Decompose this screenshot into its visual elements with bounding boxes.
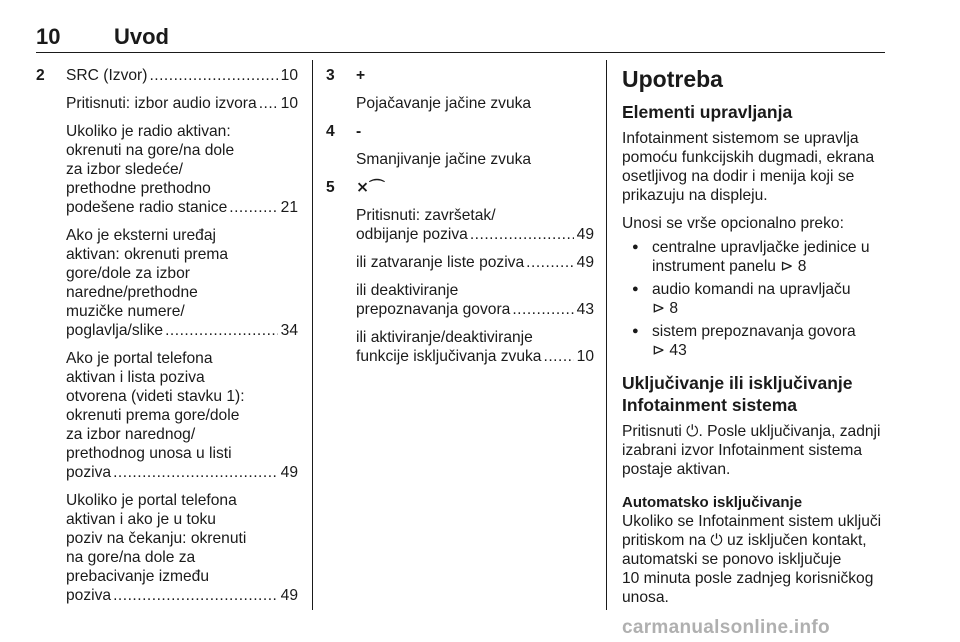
index-entry [66, 226, 298, 340]
paragraph-line: osetljivog na dodir i menija koji se [622, 168, 855, 185]
index-entry [66, 94, 298, 113]
entry-line: Ukoliko je radio aktivan: [66, 123, 231, 140]
item-3 [326, 66, 594, 113]
page-header [36, 24, 885, 51]
index-entry [356, 206, 594, 244]
entry-line: za izbor sledeće/ [66, 161, 184, 178]
entry-line: Pritisnuti: završetak/ [356, 207, 496, 224]
paragraph-line: pomoću funkcijskih dugmadi, ekrana [622, 149, 875, 166]
entry-line: naredne/prethodne [66, 284, 198, 301]
entry-line: okrenuti na gore/na dole [66, 142, 235, 159]
heading-auto-off: Automatsko isključivanje [622, 494, 803, 511]
entry-text: poglavlja/slike [66, 322, 164, 339]
entry-text: Pritisnuti: izbor audio izvora [66, 95, 257, 112]
paragraph-line: unosa. [622, 589, 669, 606]
dot-leader [149, 66, 277, 85]
paragraph-line: izabrani izvor Infotainment sistema [622, 442, 863, 459]
item-5-entries [356, 206, 594, 366]
page-reference[interactable]: 21 [280, 199, 298, 216]
minus-symbol: - [356, 123, 362, 140]
item-5 [326, 178, 594, 366]
index-entry [356, 281, 594, 319]
bullet-item [622, 280, 890, 318]
mute-phone-icon: ⨯⌒ [356, 179, 385, 196]
entry-line: za izbor narednog/ [66, 426, 196, 443]
bullet-line: ● centralne upravljačke jedinice u [652, 239, 870, 256]
entry-line: ili deaktiviranje [356, 282, 459, 299]
paragraph-line: 10 minuta posle zadnjeg korisničkog [622, 570, 874, 587]
entry-line: gore/dole za izbor [66, 265, 190, 282]
column-3 [622, 66, 890, 616]
entry-text: funkcije isključivanja zvuka [356, 348, 542, 365]
item-text: Smanjivanje jačine zvuka [356, 151, 532, 168]
item-number: 5 [326, 179, 335, 196]
heading-line: Uključivanje ili isključivanje [622, 373, 853, 393]
bullet-item [622, 238, 890, 276]
paragraph-line: Pritisnuti ⏻. Posle uključivanja, zadnji [622, 423, 881, 440]
page-reference[interactable]: 49 [280, 587, 298, 604]
entry-text: SRC (Izvor) [66, 67, 148, 84]
chapter-title: Uvod [114, 24, 169, 49]
page-reference[interactable]: 49 [576, 226, 594, 243]
entry-line: aktivan: okrenuti prema [66, 246, 229, 263]
index-entry [66, 66, 298, 85]
entry-text: odbijanje poziva [356, 226, 468, 243]
dot-leader [512, 300, 573, 319]
entry-line: na gore/na dole za [66, 549, 196, 566]
paragraph-line: Infotainment sistemom se upravlja [622, 130, 859, 147]
bullet-line: ● audio komandi na upravljaču [652, 281, 851, 298]
page-reference[interactable]: 10 [280, 67, 298, 84]
entry-line: Ako je eksterni uređaj [66, 227, 216, 244]
heading-power [622, 372, 890, 416]
heading-line: Infotainment sistema [622, 395, 798, 415]
paragraph-line: postaje aktivan. [622, 461, 731, 478]
bullet-line: ⊳ 43 [652, 342, 687, 359]
index-entry [356, 328, 594, 366]
item-number: 2 [36, 67, 45, 84]
entry-line: Ako je portal telefona [66, 350, 213, 367]
dot-leader [113, 463, 278, 482]
dot-leader [259, 94, 278, 113]
dot-leader [543, 347, 573, 366]
entry-line: prebacivanje između [66, 568, 210, 585]
dot-leader [113, 586, 278, 605]
dot-leader [470, 225, 574, 244]
entry-text: poziva [66, 464, 112, 481]
column-divider-1 [312, 60, 313, 610]
index-entry [66, 491, 298, 605]
paragraph-line: Ukoliko se Infotainment sistem uključi [622, 513, 882, 530]
dot-leader [229, 198, 277, 217]
watermark: carmanualsonline.info [622, 617, 830, 638]
paragraph-input: Unosi se vrše opcionalno preko: [622, 215, 844, 232]
page-reference[interactable]: 43 [576, 301, 594, 318]
column-divider-2 [606, 60, 607, 610]
section-title: Upotreba [622, 66, 723, 92]
bullet-line: instrument panelu ⊳ 8 [652, 258, 807, 275]
entry-line: poziv na čekanju: okrenuti [66, 530, 247, 547]
item-2-entries [66, 66, 298, 605]
entry-text: poziva [66, 587, 112, 604]
index-entry [66, 349, 298, 482]
item-number: 4 [326, 123, 335, 140]
entry-line: prethodnog unosa u listi [66, 445, 232, 462]
header-rule [36, 52, 885, 53]
index-entry [66, 122, 298, 217]
bullet-line: ⊳ 8 [652, 300, 679, 317]
paragraph-controls [622, 129, 890, 205]
bullet-list [622, 238, 890, 360]
entry-line: muzičke numere/ [66, 303, 185, 320]
column-2 [326, 66, 594, 375]
item-2 [36, 66, 298, 605]
paragraph-line: automatski se ponovo isključuje [622, 551, 842, 568]
paragraph-line: pritiskom na ⏻ uz isključen kontakt, [622, 532, 867, 549]
entry-line: aktivan i ako je u toku [66, 511, 216, 528]
bullet-item [622, 322, 890, 360]
entry-text: ili zatvaranje liste poziva [356, 254, 525, 271]
entry-line: prethodne prethodno [66, 180, 211, 197]
entry-line: ili aktiviranje/deaktiviranje [356, 329, 533, 346]
entry-line: Ukoliko je portal telefona [66, 492, 237, 509]
paragraph-line: prikazuju na displeju. [622, 187, 768, 204]
dot-leader [165, 321, 278, 340]
entry-line: okrenuti prema gore/dole [66, 407, 240, 424]
page-reference[interactable]: 49 [280, 464, 298, 481]
entry-text: prepoznavanja govora [356, 301, 511, 318]
entry-line: aktivan i lista poziva [66, 369, 205, 386]
dot-leader [526, 253, 573, 272]
page-reference[interactable]: 10 [576, 348, 594, 365]
column-1 [36, 66, 298, 614]
plus-symbol: + [356, 67, 366, 84]
entry-text: podešene radio stanice [66, 199, 228, 216]
item-number: 3 [326, 67, 335, 84]
bullet-line: ● sistem prepoznavanja govora [652, 323, 856, 340]
entry-line: otvorena (videti stavku 1): [66, 388, 245, 405]
item-text: Pojačavanje jačine zvuka [356, 95, 532, 112]
index-entry [356, 253, 594, 272]
heading-controls: Elementi upravljanja [622, 102, 793, 122]
paragraph-auto-off [622, 512, 890, 607]
paragraph-power [622, 422, 890, 479]
page-number: 10 [36, 24, 61, 49]
page-reference[interactable]: 34 [280, 322, 298, 339]
page-reference[interactable]: 49 [576, 254, 594, 271]
page-reference[interactable]: 10 [280, 95, 298, 112]
item-4 [326, 122, 594, 169]
